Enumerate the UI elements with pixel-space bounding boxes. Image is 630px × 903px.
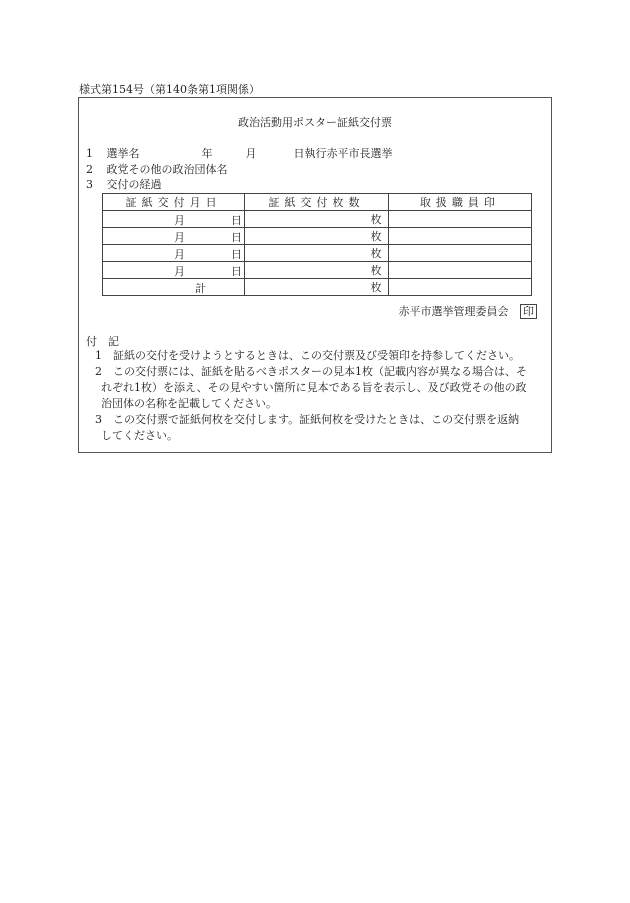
seal-cell bbox=[388, 228, 531, 245]
table-row bbox=[103, 228, 532, 245]
note-3: 3 この交付票で証紙何枚を交付します。証紙何枚を受けたときは、この交付票を返納 bbox=[95, 413, 520, 426]
note-2-line-3: 治団体の名称を記載してください。 bbox=[101, 397, 277, 410]
total-label-cell: 計 bbox=[103, 279, 245, 296]
note-1: 1 証紙の交付を受けようとするときは、この交付票及び受領印を持参してください。 bbox=[95, 349, 520, 362]
seal-cell bbox=[388, 211, 531, 228]
party-name-item bbox=[86, 161, 228, 177]
history-item bbox=[86, 176, 162, 192]
seal-cell bbox=[388, 245, 531, 262]
issuance-table bbox=[102, 193, 532, 296]
total-count-cell: 枚 bbox=[245, 279, 388, 296]
month-label: 月 bbox=[245, 147, 257, 160]
history-label: 交付の経過 bbox=[106, 178, 162, 191]
issuer-name: 赤平市選挙管理委員会 bbox=[398, 305, 509, 318]
date-cell: 月 日 bbox=[103, 211, 245, 228]
header-staff-seal: 取扱職員印 bbox=[388, 194, 531, 211]
table-row bbox=[103, 211, 532, 228]
date-cell: 月 日 bbox=[103, 228, 245, 245]
certificate-form bbox=[78, 97, 552, 453]
count-cell: 枚 bbox=[245, 228, 388, 245]
seal-cell bbox=[388, 279, 531, 296]
seal-cell bbox=[388, 262, 531, 279]
year-label: 年 bbox=[201, 147, 213, 160]
party-name-label: 政党その他の政治団体名 bbox=[106, 163, 228, 176]
election-suffix: 日執行赤平市長選挙 bbox=[293, 147, 393, 160]
election-name-label: 選挙名 bbox=[106, 147, 140, 160]
notes-title: 付 記 bbox=[86, 335, 119, 348]
header-issue-count: 証紙交付枚数 bbox=[245, 194, 388, 211]
note-3-line-2: してください。 bbox=[101, 429, 178, 442]
note-2: 2 この交付票には、証紙を貼るべきポスターの見本1枚（記載内容が異なる場合は、そ bbox=[95, 365, 527, 378]
table-row bbox=[103, 245, 532, 262]
table-row bbox=[103, 262, 532, 279]
date-cell: 月 日 bbox=[103, 245, 245, 262]
form-title: 政治活動用ポスター証紙交付票 bbox=[238, 116, 392, 129]
note-2-line-2: れぞれ1枚）を添え、その見やすい箇所に見本である旨を表示し、及び政党その他の政 bbox=[101, 381, 527, 394]
date-cell: 月 日 bbox=[103, 262, 245, 279]
header-issue-date: 証紙交付月日 bbox=[103, 194, 245, 211]
table-total-row bbox=[103, 279, 532, 296]
seal-stamp: 印 bbox=[520, 304, 537, 319]
form-number: 様式第154号（第140条第1項関係） bbox=[79, 83, 260, 96]
item-number: 1 bbox=[86, 147, 93, 160]
count-cell: 枚 bbox=[245, 211, 388, 228]
issuer-line bbox=[399, 303, 538, 319]
count-cell: 枚 bbox=[245, 245, 388, 262]
item-number: 3 bbox=[86, 178, 93, 191]
item-number: 2 bbox=[86, 163, 93, 176]
election-name-item bbox=[86, 145, 393, 161]
count-cell: 枚 bbox=[245, 262, 388, 279]
table-header-row bbox=[103, 194, 532, 211]
